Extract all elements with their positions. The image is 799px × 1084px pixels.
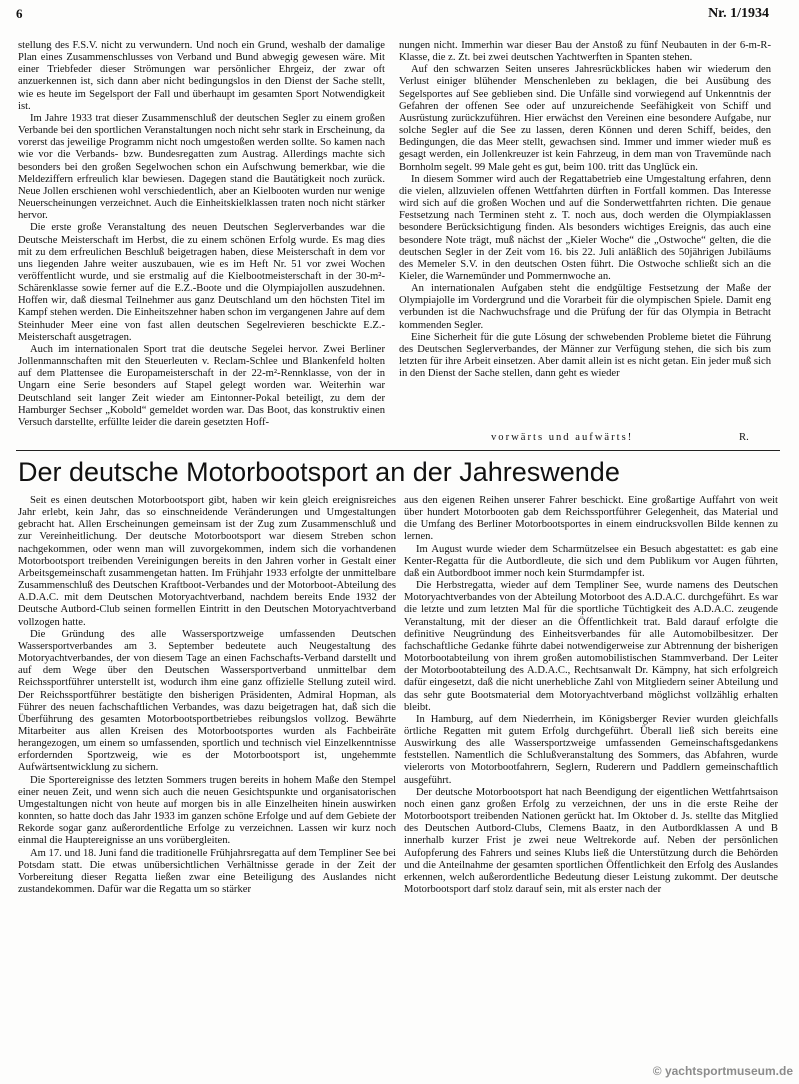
article-headline: Der deutsche Motorbootsport an der Jahreswende bbox=[18, 457, 620, 487]
paragraph: stellung des F.S.V. nicht zu verwundern. Und noch ein Grund, weshalb der damalige Plan eines Zusammenschlusses von Verband und Bund abwegig gewesen wäre. Mit einer Triebfeder dieser Strömungen war persönlicher Ehrgeiz, der zwar oft anzuerkennen ist, sich dann aber nicht bedingungslos in den Dienst der Sache stellt, wie es heute im Segelsport der Fall und überhaupt im gesamten Sport Notwendigkeit ist. bbox=[18, 40, 385, 112]
article1-column-right bbox=[399, 40, 771, 430]
section-divider bbox=[16, 450, 780, 451]
paragraph: Die Sportereignisse des letzten Sommers trugen bereits in hohem Maße den Stempel einer neuen Zeit, und wenn sich auch die neuen Gesichtspunkte und organisatorischen Umgestaltungen nicht von heute auf morgen bis in alle Einzelheiten hinein auswirken konnten, so hatte doch das Jahr 1933 im ganzen schöne Erfolge und auf dem Gebiete der Rekorde sogar ganz außerordentliche Erfolge zu verzeichnen. Lassen wir kurz noch einmal die Hauptereignisse an uns vorübergleiten. bbox=[18, 774, 396, 847]
paragraph: Auf den schwarzen Seiten unseres Jahresrückblickes haben wir wiederum den Verlust einiger blühender Menschenleben zu beklagen, die bei Ausübung des Segelsportes auf See geblieben sind. Die Unfälle sind vorwiegend auf Unkenntnis der Gefahren der offenen See oder auf unzureichende Seefähigkeit von Schiff und Ausrüstung zurückzuführen. Hier erwächst den Vereinen eine besondere Aufgabe, nur solche Segler auf die See zu lassen, deren Können und deren Schiff, beides, den Bedingungen, die das Meer stellt, gewachsen sind. Immer und immer wieder muß es gesagt werden, ein Jollenkreuzer ist kein Fahrzeug, in dem man von Travemünde nach Bornholm segelt. 99 Male geht es gut, beim 100. tritt das Unglück ein. bbox=[399, 64, 771, 173]
watermark: © yachtsportmuseum.de bbox=[652, 1064, 793, 1078]
paragraph: Am 17. und 18. Juni fand die traditionelle Frühjahrsregatta auf dem Templiner See bei Potsdam statt. Die etwas unübersichtlichen Verhältnisse gerade in der Zeit der Vorbereitung dieser Regatta ließen zwar eine Beteiligung des Auslandes nicht zustandekommen. Dafür war die Regatta um so stärker bbox=[18, 847, 396, 895]
paragraph: Der deutsche Motorbootsport hat nach Beendigung der eigentlichen Wettfahrtsaison noch einen ganz großen Erfolg zu verzeichnen, der uns in die erste Reihe der Motorbootsport treibenden Nationen gerückt hat. Im Oktober d. Js. stellte das Mitglied des Deutschen Autbord-Clubs, Clemens Baatz, in den Autbordklassen A und B innerhalb kurzer Frist je zwei neue Weltrekorde auf. Neben der persönlichen Aufopferung des Fahrers und seines Klubs ließ die Unterstützung durch die Behörden und die Anteilnahme der gesamten sportlichen Öffentlichkeit den Erfolg des Auslandes erkennen, welch außerordentliche Bedeutung dieser Leistung zukommt. Der deutsche Motorbootsport darf stolz darauf sein, mit als erster nach der bbox=[404, 786, 778, 895]
paragraph: Im August wurde wieder dem Scharmützelsee ein Besuch abgestattet: es gab eine Kenter-Regatta für die Autbordleute, die sich und dem Publikum vor Augen führten, daß ein Autbordboot immer noch kein Sturmdampfer ist. bbox=[404, 543, 778, 579]
paragraph: Die Herbstregatta, wieder auf dem Templiner See, wurde namens des Deutschen Motoryachtverbandes von der Abteilung Motorboot des A.D.A.C. durchgeführt. Es war die letzte und zum letzten Mal für die sportliche Tüchtigkeit des A.D.A.C. zeugende Veranstaltung, mit der dieser an die Öffentlichkeit trat. Bald darauf erfolgte die definitive Neugründung des Einheitsverbandes für alle Automobilbesitzer. Der fachschaftliche Gedanke führte dabei notwendigerweise zur Abtrennung der bisherigen Motorbootabteilung von ihrem großen automobilistischen Stammverband. Der Leiter der Motorbootabteilung des A.D.A.C., Rechtsanwalt Dr. Kämpny, hat sich erfolgreich dafür eingesetzt, daß die nicht unerhebliche Zahl von Mitgliedern seiner Abteilung und das sehr gute Bootsmaterial dem Motoryachtverband möglichst vollzählig erhalten bleibt. bbox=[404, 580, 778, 713]
article1-column-left bbox=[18, 40, 385, 480]
paragraph: Seit es einen deutschen Motorbootsport gibt, haben wir kein gleich ereignisreiches Jahr erlebt, kein Jahr, das so einschneidende Veränderungen und Umgestaltungen gebracht hat. Allen Erscheinungen gemeinsam ist der Zug zum Zusammenschluß und zur Vereinheitlichung. Der deutsche Motorbootsport war diesem Streben schon nachgekommen, oder wenn man will zuvorgekommen, indem sich die vorhandenen Motorbootsport treibenden Vereinigungen bereits in den Jahren vorher in Gestalt einer Arbeitsgemeinschaft zusammengetan hatten. Im Frühjahr 1933 erfolgte der unmittelbare Zusammenschluß des Deutschen Kraftboot-Verbandes und der Motorboot-Abteilung des A.D.A.C. mit dem Deutschen Motoryachtverband, nachdem bereits Ende 1932 der Deutsche Autbord-Club seinen formellen Eintritt in den Deutschen Motoryachtverband vollzogen hatte. bbox=[18, 495, 396, 628]
paragraph: nungen nicht. Immerhin war dieser Bau der Anstoß zu fünf Neubauten in der 6-m-R-Klasse, die z. Zt. bei zwei deutschen Yachtwerften in Spanten stehen. bbox=[399, 40, 771, 64]
page-number: 6 bbox=[16, 6, 23, 21]
paragraph: Eine Sicherheit für die gute Lösung der schwebenden Probleme bietet die Führung des Deutschen Seglerverbandes, der Männer zur Verfügung stehen, die sich bis zum letzten für ihre Arbeit einsetzen. Aber damit allein ist es nicht getan. Ein jeder muß sich in den Dienst der Sache stellen, dann geht es wieder bbox=[399, 331, 771, 380]
article2-column-left bbox=[18, 495, 396, 1080]
paragraph: aus den eigenen Reihen unserer Fahrer beschickt. Eine großartige Auffahrt von weit über hundert Motorbooten gab dem Reichssportführer Gelegenheit, das Material und die Umfang des Berliner Motorbootsportes in einem eindrucksvollen Bilde kennen zu lernen. bbox=[404, 495, 778, 543]
paragraph: Im Jahre 1933 trat dieser Zusammenschluß der deutschen Segler zu einem großen Verbande bei den sportlichen Veranstaltungen noch nicht sehr stark in Erscheinung, da vorerst das jeweilige Programm nicht noch umgestoßen werden sollte. So kamen nach wie vor die Verbands- bzw. Bundesregatten zum Austrag. Allerdings machte sich besonders bei den großen Segelwochen schon ein Aufschwung bemerkbar, wie die Meldeziffern erfreulich klar bewiesen. Dagegen stand die Bautätigkeit noch zurück. Neue Jollen erschienen wohl verschiedentlich, aber an Kielbooten wurden nur wenige Neuerscheinungen verzeichnet. Auch die Einheitskielklassen traten noch nicht stärker hervor. bbox=[18, 112, 385, 222]
paragraph: Die Gründung des alle Wassersportzweige umfassenden Deutschen Wassersportverbandes am 3. September bedeutete auch Neugestaltung des Motoryachtverbandes, der von diesem Tage an einen Fachschafts-Verband darstellt und auf dem Wege über den Deutschen Wassersportverband unmittelbar dem Reichssportführer unterstellt ist, wodurch ihm eine ganz offizielle Stellung zuteil wird. Der Reichssportführer bestätigte den bisherigen Präsidenten, Admiral Hopman, als Führer des neuen fachschaftlichen Verbandes, was dazu beigetragen hat, daß sich die Überführung des gesamten Motorbootsportbetriebes reibungslos vollzog. Bewährte Mitarbeiter aus allen Kreisen des Motorbootsportes wurden als Fachbeiräte herangezogen, um einem so umfassenden, sportlich und technisch viel Einzelkenntnisse erfordernden Sportzweig, wie es der Motorbootsport ist, ungehemmte Aufwärtsentwicklung zu sichern. bbox=[18, 628, 396, 774]
paragraph: An internationalen Aufgaben steht die endgültige Festsetzung der Maße der Olympiajolle im Vordergrund und die Vorarbeit für die olympischen Spiele. Damit eng verbunden ist die Nachwuchsfrage und die Prüfung der für das Olympia in Betracht kommenden Segler. bbox=[399, 283, 771, 331]
paragraph: In Hamburg, auf dem Niederrhein, im Königsberger Revier wurden gleichfalls örtliche Regatten mit gutem Erfolg durchgeführt. Überall ließ sich bereits eine Auswirkung des alle Wassersportzweige umfassenden Gemeinschaftsgedankens feststellen. Namentlich die Schlußveranstaltung des Sommers, das Abfahren, wurde vielerorts von Motorbootfahrern, Seglern, Ruderern und Paddlern gemeinschaftlich ausgeführt. bbox=[404, 713, 778, 786]
closing-motto: vorwärts und aufwärts! bbox=[491, 432, 634, 443]
issue-number: Nr. 1/1934 bbox=[708, 6, 769, 21]
paragraph: Die erste große Veranstaltung des neuen Deutschen Seglerverbandes war die Deutsche Meisterschaft im Herbst, die zu einem schönen Erfolg wurde. Es mag dies mit zu dem erfreulichen Beschluß beigetragen haben, diese Meisterschaft in dem vor uns liegenden Jahre weiter auszubauen, wie es im Heft Nr. 51 vor zwei Wochen veröffentlicht wurde, und sie erstmalig auf die Kielbootmeisterschaft in der 30-m²-Schärenklasse sowie ferner auf die E.Z.-Boote und die Olympiajollen auszudehnen. Hoffen wir, daß diesmal Teilnehmer aus ganz Deutschland um den höchsten Titel im Kampf stehen werden. Die Einheitszehner haben schon im vergangenen Jahre auf dem Steinhuder Meer eine von fast allen deutschen Segelrevieren beschickte E.Z.-Meisterschaft ausgetragen. bbox=[18, 222, 385, 343]
paragraph: Auch im internationalen Sport trat die deutsche Segelei hervor. Zwei Berliner Jollenmannschaften mit den Steuerleuten v. Reclam-Schlee und Blankenfeld holten auf dem Plattensee die Europameisterschaft in der 22-m²-Rennklasse, von der in Ungarn eine Serie besonders auf Stapel gelegt worden war. Weiterhin war Deutschland seit langer Zeit wieder am Eintonner-Pokal beteiligt, zu dem der Hamburger Sechser „Kobold“ gemeldet worden war. Das Boot, das konstruktiv einen Versuch darstellte, erfüllte leider die darein gesetzten Hoff- bbox=[18, 343, 385, 428]
author-initial: R. bbox=[739, 432, 749, 443]
paragraph: In diesem Sommer wird auch der Regattabetrieb eine Umgestaltung erfahren, denn die vielen, allzuvielen offenen Wettfahrten dürften in Fortfall kommen. Das Interesse wird sich auf die großen Wochen und auf die Sonderwettfahrten richten. Die genaue Festsetzung nach Terminen steht z. T. noch aus, doch werden die Olympiaklassen besondere Berücksichtigung finden. Als besonders wichtiges Ereignis, das auch eine besondere Note trägt, muß nächst der „Kieler Woche“ die „Ostwoche“ gelten, die die deutschen Segler in der Zeit vom 16. bis 22. Juli anläßlich des 50jährigen Jubiläums des Memeler S.V. in den deutschen Osten führt. Die Ostwoche schließt sich an die Kieler, die Warnemünder und Pommernwoche an. bbox=[399, 173, 771, 282]
article2-column-right bbox=[404, 495, 778, 1040]
